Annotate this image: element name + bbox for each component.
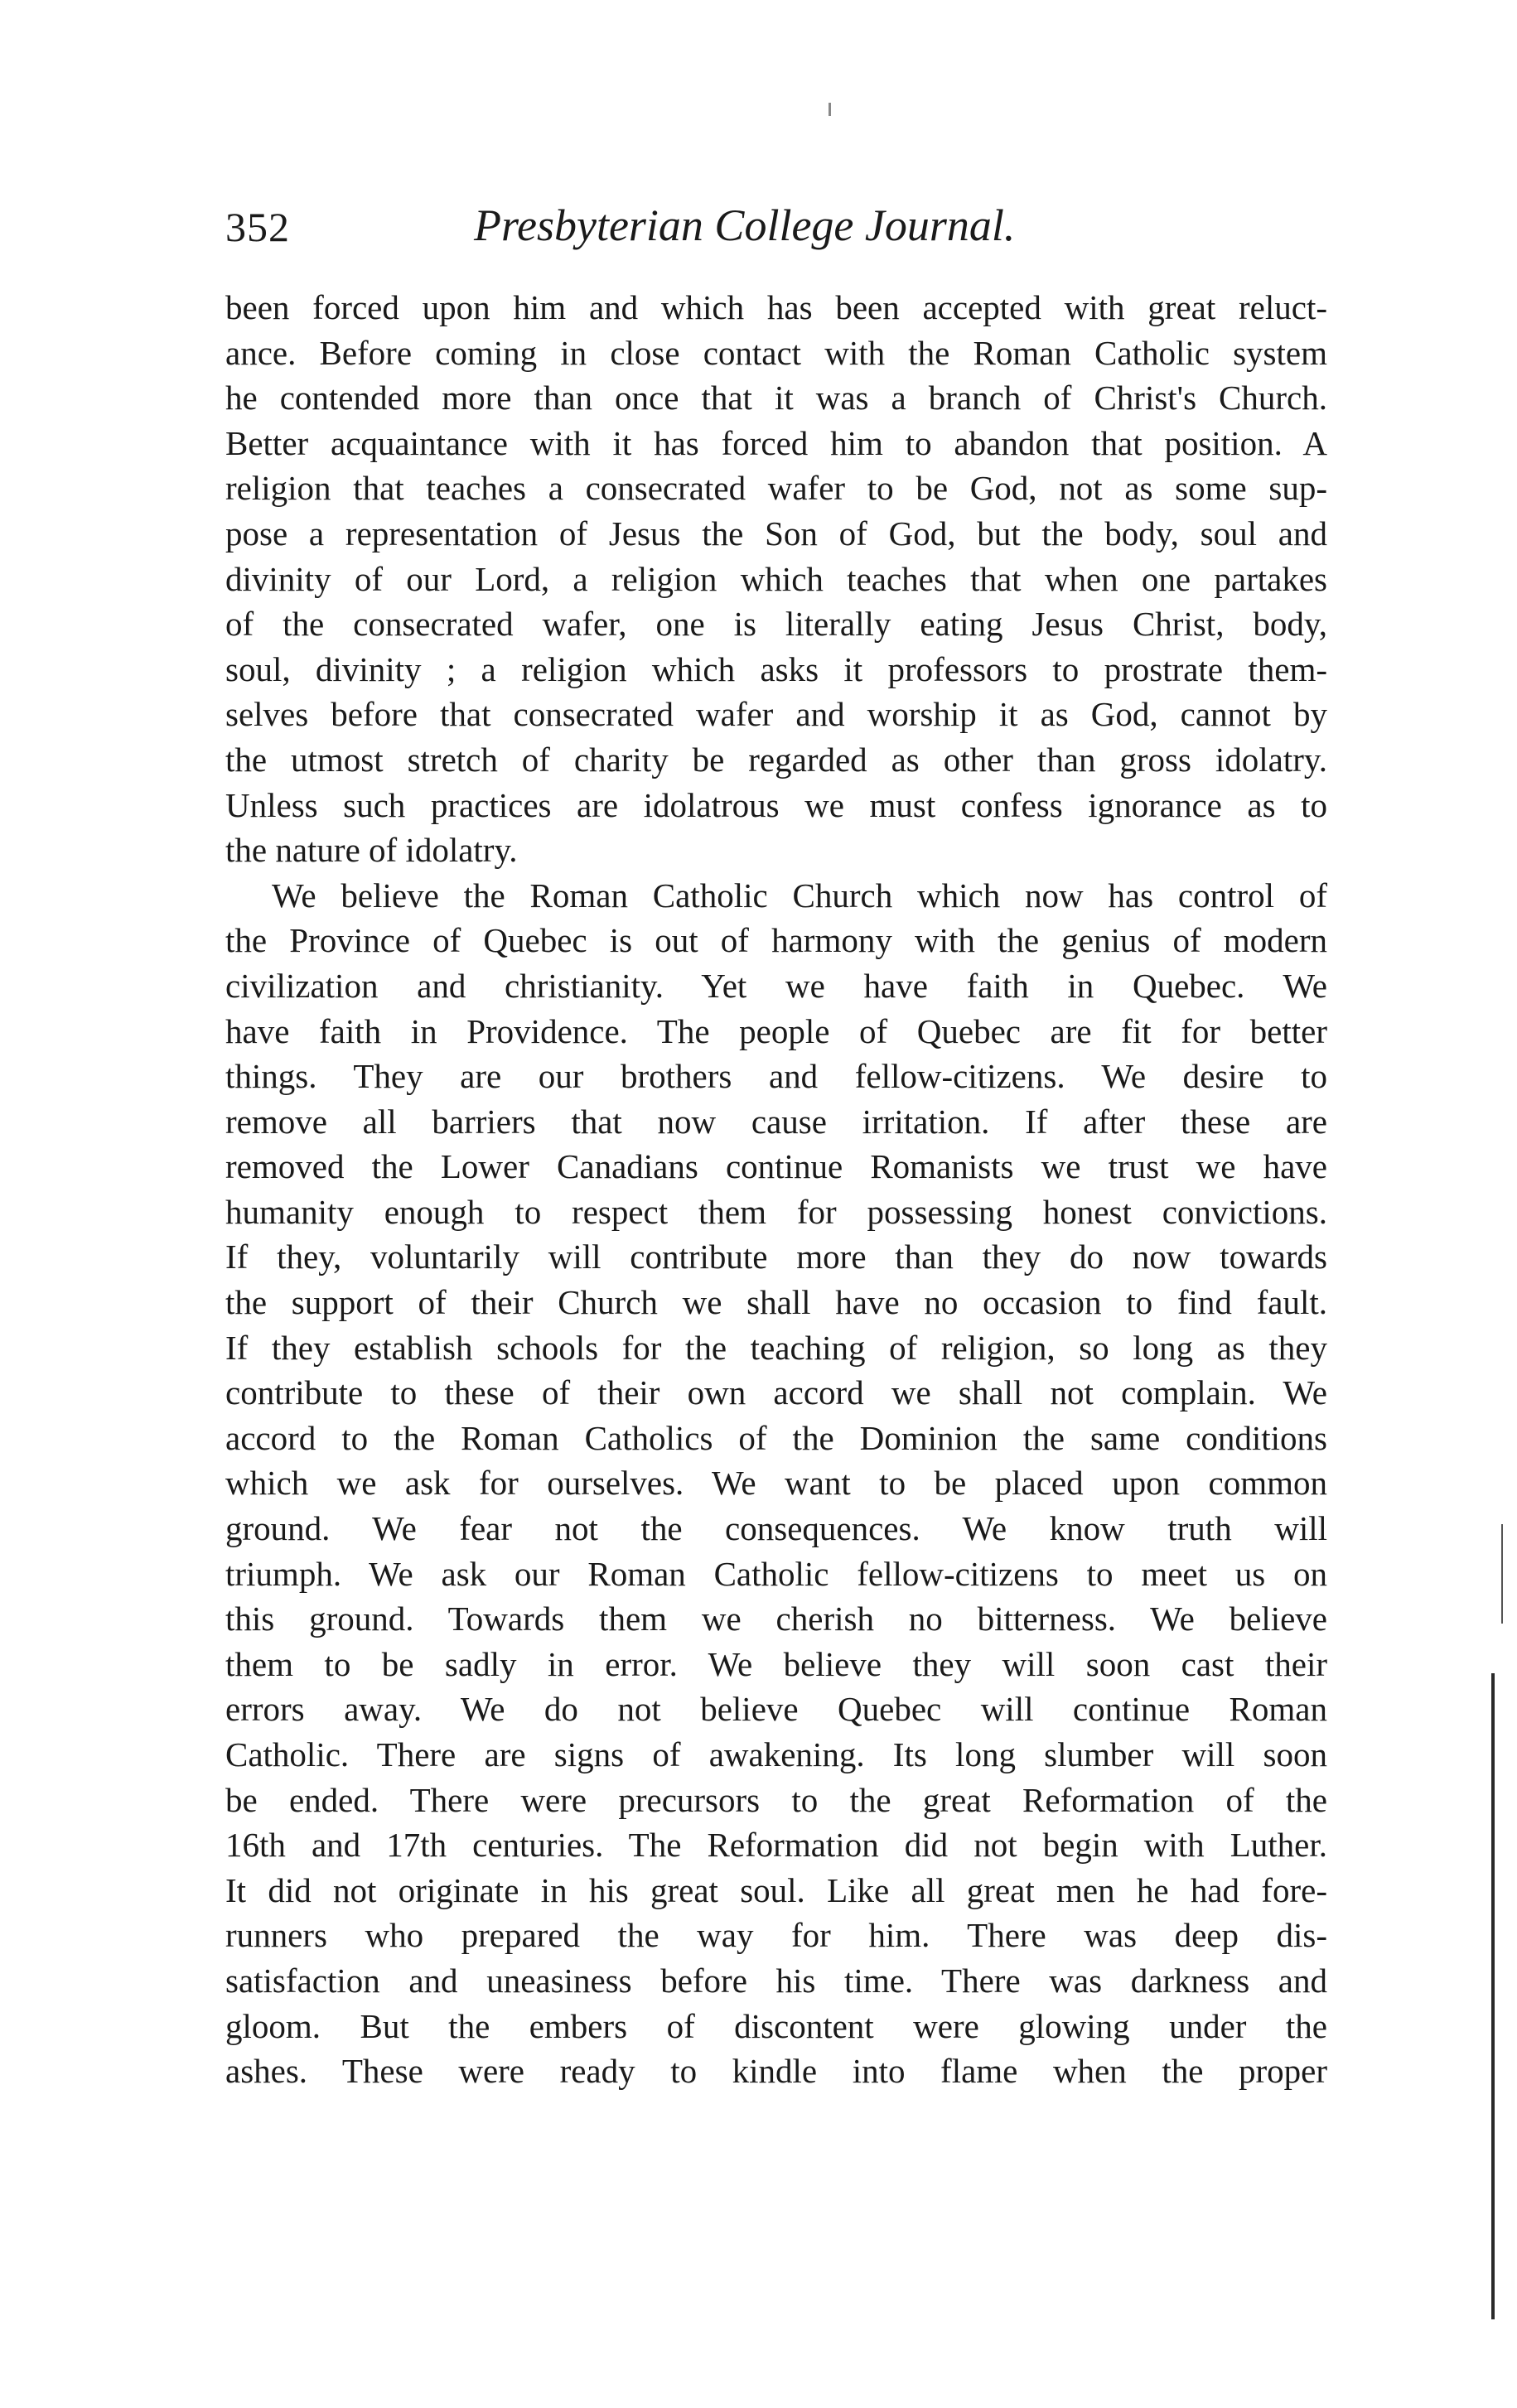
text-line: he contended more than once that it was a branch of Christ's Church.	[225, 379, 1327, 417]
paragraph-start-line: We believe the Roman Catholic Church which now has control of	[272, 876, 1327, 914]
text-line: civilization and christianity. Yet we have faith in Quebec. We	[225, 966, 1327, 1005]
text-line: ance. Before coming in close contact with the Roman Catholic system	[225, 333, 1327, 372]
text-line: pose a representation of Jesus the Son of God, but the body, soul and	[225, 514, 1327, 553]
text-line: humanity enough to respect them for possessing honest convictions.	[225, 1192, 1327, 1231]
text-line: soul, divinity ; a religion which asks it professors to prostrate them-	[225, 649, 1327, 688]
text-line: If they establish schools for the teaching of religion, so long as they	[225, 1328, 1327, 1367]
text-line: the Province of Quebec is out of harmony with the genius of modern	[225, 921, 1327, 960]
scan-edge-mark	[1501, 1524, 1503, 1624]
page-number: 352	[225, 204, 290, 250]
text-line: this ground. Towards them we cherish no bitterness. We believe	[225, 1600, 1327, 1638]
text-line: satisfaction and uneasiness before his time. There was darkness and	[225, 1961, 1327, 2000]
text-line: things. They are our brothers and fellow-citizens. We desire to	[225, 1057, 1327, 1096]
text-line: be ended. There were precursors to the great Reformation of the	[225, 1780, 1327, 1819]
text-line: gloom. But the embers of discontent were glowing under the	[225, 2006, 1327, 2045]
text-line: contribute to these of their own accord we shall not complain. We	[225, 1373, 1327, 1412]
text-line: which we ask for ourselves. We want to be placed upon common	[225, 1464, 1327, 1503]
text-line: Better acquaintance with it has forced him to abandon that position. A	[225, 423, 1327, 462]
paragraph-end-line: the nature of idolatry.	[225, 831, 518, 870]
text-line: If they, voluntarily will contribute more than they do now towards	[225, 1238, 1327, 1276]
text-line: been forced upon him and which has been accepted with great reluct-	[225, 288, 1327, 326]
text-line: of the consecrated wafer, one is literally eating Jesus Christ, body,	[225, 605, 1327, 644]
text-line: It did not originate in his great soul. Like all great men he had fore-	[225, 1870, 1327, 1909]
page-header	[225, 195, 1327, 262]
text-line: the utmost stretch of charity be regarded as other than gross idolatry.	[225, 740, 1327, 779]
text-line: divinity of our Lord, a religion which teaches that when one partakes	[225, 559, 1327, 598]
text-line: them to be sadly in error. We believe they will soon cast their	[225, 1644, 1327, 1683]
text-line: 16th and 17th centuries. The Reformation did not begin with Luther.	[225, 1826, 1327, 1865]
text-line: have faith in Providence. The people of Quebec are fit for better	[225, 1011, 1327, 1050]
text-line: triumph. We ask our Roman Catholic fellow-citizens to meet us on	[225, 1554, 1327, 1593]
text-line: Catholic. There are signs of awakening. Its long slumber will soon	[225, 1735, 1327, 1773]
text-line: remove all barriers that now cause irritation. If after these are	[225, 1102, 1327, 1141]
text-line: accord to the Roman Catholics of the Dominion the same conditions	[225, 1418, 1327, 1457]
text-line: ground. We fear not the consequences. We know truth will	[225, 1509, 1327, 1548]
body-text	[225, 285, 1327, 2094]
text-line: runners who prepared the way for him. There was deep dis-	[225, 1916, 1327, 1955]
running-title: Presbyterian College Journal.	[474, 200, 1016, 250]
text-line: removed the Lower Canadians continue Romanists we trust we have	[225, 1147, 1327, 1186]
text-line: errors away. We do not believe Quebec will continue Roman	[225, 1690, 1327, 1729]
text-line: the support of their Church we shall have no occasion to find fault.	[225, 1283, 1327, 1322]
scan-speck	[829, 103, 831, 116]
text-line: selves before that consecrated wafer and worship it as God, cannot by	[225, 695, 1327, 734]
text-line: ashes. These were ready to kindle into flame when the proper	[225, 2052, 1327, 2091]
text-line: Unless such practices are idolatrous we must confess ignorance as to	[225, 785, 1327, 824]
scan-edge-bar	[1491, 1673, 1495, 2319]
text-line: religion that teaches a consecrated wafer to be God, not as some sup-	[225, 469, 1327, 508]
